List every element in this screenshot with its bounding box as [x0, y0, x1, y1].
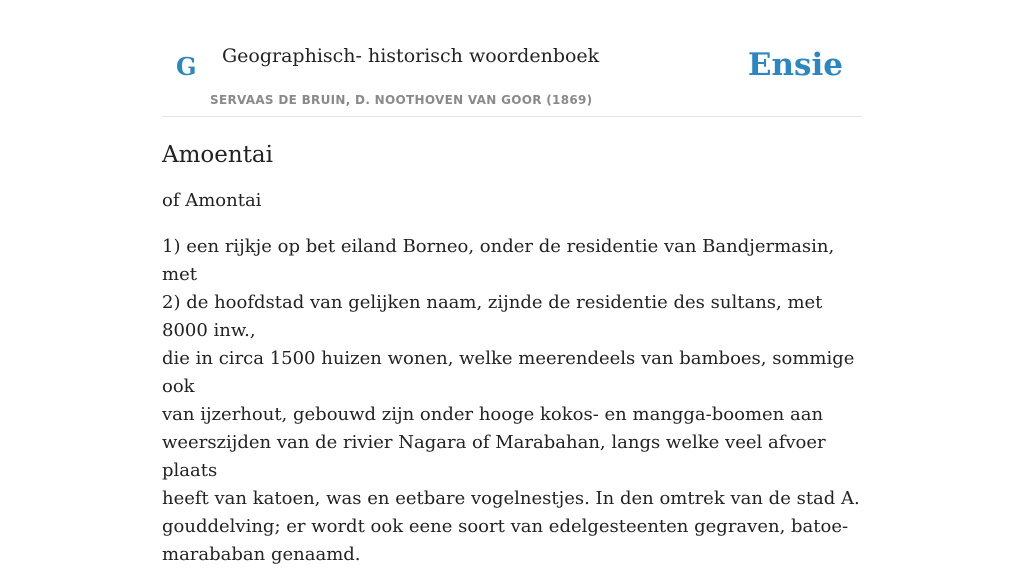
entry-title: Amoentai — [162, 142, 274, 168]
body-line: weerszijden van de rivier Nagara of Marabahan, langs welke veel afvoer plaats — [162, 432, 826, 481]
body-line: 2) de hoofdstad van gelijken naam, zijnde de residentie des sultans, met 8000 inw., — [162, 292, 823, 341]
body-line: marababan genaamd. — [162, 544, 361, 565]
book-author-meta: SERVAAS DE BRUIN, D. NOOTHOVEN VAN GOOR (1869) — [210, 93, 593, 107]
article — [162, 138, 867, 569]
body-line: die in circa 1500 huizen wonen, welke meerendeels van bamboes, sommige ook — [162, 348, 855, 397]
entry-body — [162, 233, 867, 569]
body-line: heeft van katoen, was en eetbare vogelnestjes. In den omtrek van de stad A. — [162, 488, 860, 509]
ensie-logo-link[interactable]: Ensie — [747, 47, 843, 83]
book-header — [162, 0, 862, 117]
body-line: van ijzerhout, gebouwd zijn onder hooge kokos- en mangga-boomen aan — [162, 404, 824, 425]
body-line: gouddelving; er wordt ook eene soort van edelgesteenten gegraven, batoe- — [162, 516, 849, 537]
book-title-link[interactable]: Geographisch- historisch woordenboek — [222, 45, 600, 67]
entry-alt-name: of Amontai — [162, 190, 262, 211]
body-line: 1) een rijkje op bet eiland Borneo, onder de residentie van Bandjermasin, met — [162, 236, 835, 285]
book-letter-icon[interactable]: G — [176, 52, 197, 81]
